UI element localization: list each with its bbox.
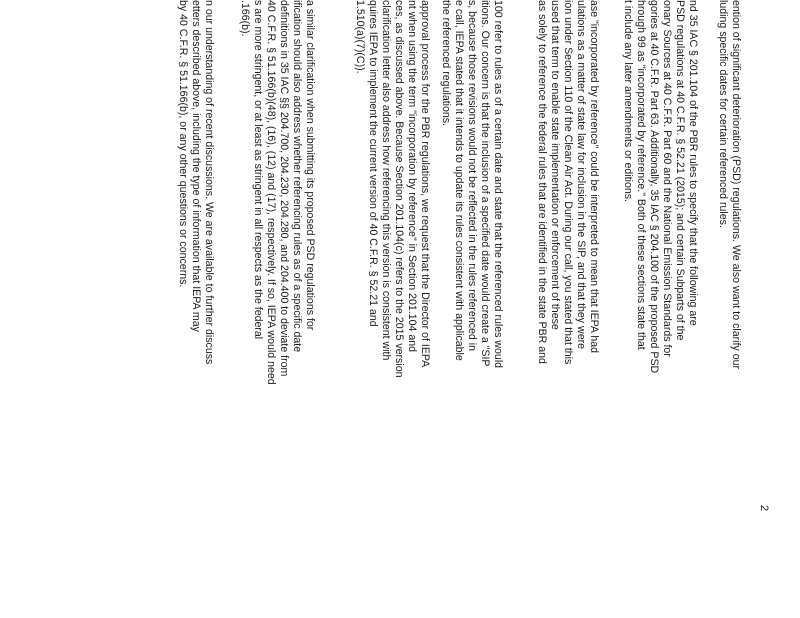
text-line: ion under Section 110 of the Clean Air Act. During our call, you stated that this bbox=[562, 0, 574, 365]
text-line: the referenced regulations. bbox=[440, 0, 452, 127]
text-line: itions. Our concern is that the inclusion of a specified date would create a "SIP bbox=[479, 0, 491, 367]
text-line: ces, as discussed above. Because Section 201.104(c) refers to the 2015 version bbox=[393, 0, 405, 378]
text-line: quires IEPA to implement the current version of 40 C.F.R. § 52.21 and bbox=[367, 0, 379, 327]
text-line: 40 C.F.R. § 51.166(b)(48), (16), (12) and (17), respectively. If so, IEPA would need bbox=[265, 0, 277, 385]
text-line: ention of significant deterioration (PSD) regulations. We also want to clarify our bbox=[730, 0, 742, 370]
text-line: PSD regulations at 40 C.F.R. § 52.21 (2015); and certain Subparts of the bbox=[674, 0, 686, 341]
text-line: s, because those revisions would not be reflected in the rules referenced in bbox=[466, 0, 478, 351]
paragraph-closing bbox=[176, 0, 215, 618]
text-line: 1.510(a)(7)(C)). bbox=[354, 0, 366, 74]
text-line: .166(b). bbox=[239, 0, 251, 37]
paragraph-intro bbox=[716, 0, 742, 618]
text-line: e call, IEPA stated that it intends to update its rules consistent with applicable bbox=[453, 0, 465, 361]
text-line: s are more stringent, or at least as stringent in all respects as the federal bbox=[252, 0, 264, 340]
paragraph-incorporated-rules bbox=[621, 0, 699, 618]
text-line: as solely to reference the federal rules that are identified in the state PBR and bbox=[536, 0, 548, 364]
text-line: clarification letter also address how referencing this version is consistent with bbox=[380, 0, 392, 361]
text-line: a similar clarification when submitting its proposed PSD regulations for bbox=[304, 0, 316, 331]
text-line: luding specific dates for certain referenced rules. bbox=[717, 0, 729, 228]
text-line: etters described above, including the type of information that IEPA may bbox=[190, 0, 202, 332]
text-line: hrough 99 as "incorporated by reference." Both of these sections state that bbox=[635, 0, 647, 350]
text-line: t include any later amendments or editions. bbox=[622, 0, 634, 202]
text-line: definitions in 35 IAC §§ 204.700, 204.230, 204.280, and 204.400 to deviate from bbox=[278, 0, 290, 377]
paragraph-psd-clarification bbox=[238, 0, 316, 618]
paragraph-specified-date bbox=[439, 0, 504, 618]
text-line: gories at 40 C.F.R. Part 63. Additionally, 35 IAC § 204.100 of the proposed PSD bbox=[648, 0, 660, 374]
text-line: nt when using the term "incorporation by reference" in Section 201.104 and bbox=[406, 0, 418, 353]
text-line: onary Sources at 40 C.F.R. Part 60 and the National Emission Standards for bbox=[661, 0, 673, 357]
text-line: by 40 C.F.R. § 51.166(b), or any other questions or concerns. bbox=[177, 0, 189, 288]
text-line: ulations as a matter of state law for inclusion in the SIP, and that they were bbox=[575, 0, 587, 350]
text-line: used that term to enable state implementation or enforcement of these bbox=[549, 0, 561, 330]
page-number: 2 bbox=[758, 505, 770, 512]
paragraph-phrase-concern bbox=[535, 0, 600, 618]
text-line: 100 refer to rules as of a certain date and state that the referenced rules would bbox=[492, 0, 504, 369]
text-line: ase "incorporated by reference" could be interpreted to mean that IEPA had bbox=[588, 0, 600, 354]
paragraph-approval-request bbox=[353, 0, 431, 618]
text-line: n our understanding of recent discussions. We are available to further discuss bbox=[203, 0, 215, 365]
text-line: nd 35 IAC § 201.104 of the PBR rules to specify that the following are bbox=[687, 0, 699, 326]
text-line: ification should also address whether referencing rules as of a specific date bbox=[291, 0, 303, 353]
text-line: approval process for the PBR regulations, we request that the Director of IEPA bbox=[419, 0, 431, 368]
